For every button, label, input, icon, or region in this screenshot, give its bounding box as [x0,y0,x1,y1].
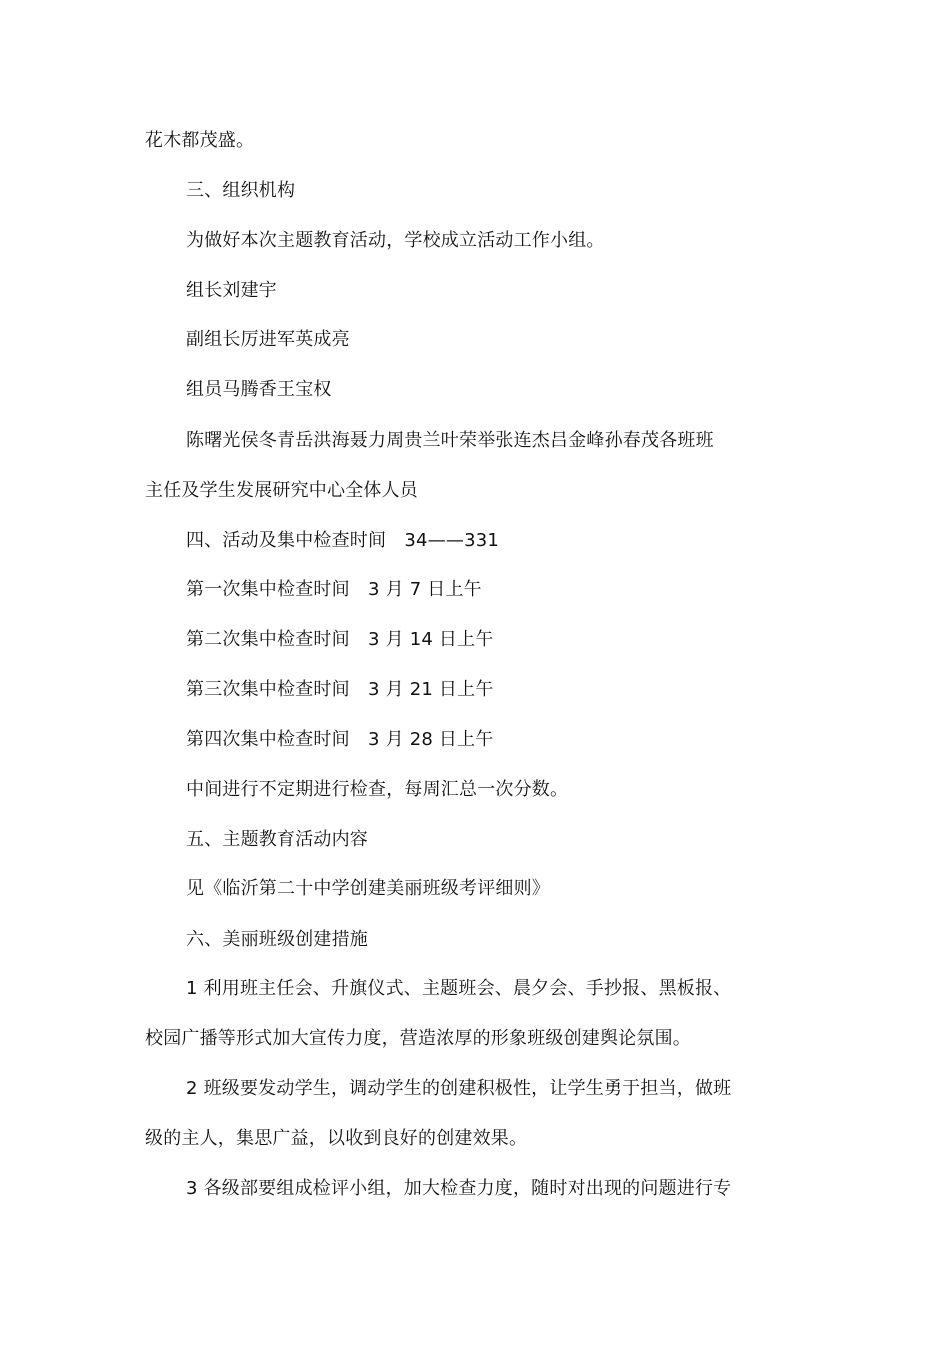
section-heading: 六、美丽班级创建措施 [186,929,368,950]
text-line: 第一次集中检查时间 3 月 7 日上午 [186,579,482,600]
text-line: 陈曙光侯冬青岳洪海聂力周贵兰叶荣举张连杰吕金峰孙春茂各班班 [186,430,714,451]
text-line: 组长刘建宇 [186,280,277,301]
text-line: 2 班级要发动学生，调动学生的创建积极性，让学生勇于担当，做班 [186,1078,732,1099]
text-line: 组员马腾香王宝权 [186,379,332,400]
text-line: 3 各级部要组成检评小组，加大检查力度，随时对出现的问题进行专 [186,1178,732,1199]
text-line: 第四次集中检查时间 3 月 28 日上午 [186,729,494,750]
section-heading: 三、组织机构 [186,180,296,201]
text-line: 主任及学生发展研究中心全体人员 [145,480,418,501]
section-heading: 四、活动及集中检查时间 34——331 [186,530,500,551]
text-line: 见《临沂第二十中学创建美丽班级考评细则》 [186,878,550,899]
text-line: 1 利用班主任会、升旗仪式、主题班会、晨夕会、手抄报、黑板报、 [186,978,732,999]
text-line: 第三次集中检查时间 3 月 21 日上午 [186,679,494,700]
text-line: 校园广播等形式加大宣传力度，营造浓厚的形象班级创建舆论氛围。 [145,1028,691,1049]
text-line: 第二次集中检查时间 3 月 14 日上午 [186,629,494,650]
section-heading: 五、主题教育活动内容 [186,829,368,850]
text-line: 副组长厉进军英成亮 [186,329,350,350]
text-line: 花木都茂盛。 [145,130,255,151]
text-line: 为做好本次主题教育活动，学校成立活动工作小组。 [186,230,605,251]
text-line: 中间进行不定期进行检查，每周汇总一次分数。 [186,779,569,800]
text-line: 级的主人，集思广益，以收到良好的创建效果。 [145,1128,528,1149]
